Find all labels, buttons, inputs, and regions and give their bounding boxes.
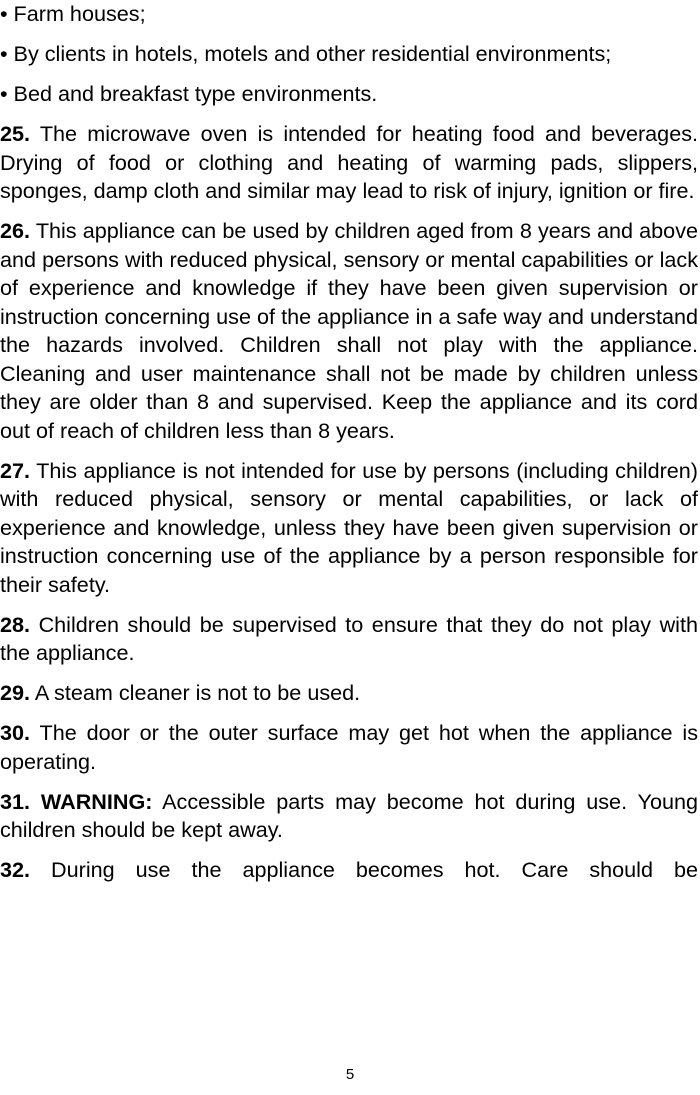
bullet-farm-houses: • Farm houses; [0, 1, 146, 26]
item-number: 30. [0, 720, 31, 745]
item-31 [0, 788, 698, 845]
item-28 [0, 611, 698, 668]
item-32 [0, 856, 698, 885]
item-30 [0, 719, 698, 776]
page-number: 5 [345, 1066, 355, 1083]
item-text: This appliance is not intended for use by persons (including children) with reduced physical, sensory or mental capabilities, or lack of experience and knowledge, unless they have been given supervision or instruction concerning use of the appliance by a person responsible for their safety. [0, 457, 698, 597]
item-text: During use the appliance becomes hot. Care should be [51, 857, 698, 882]
bullet-bed-breakfast: • Bed and breakfast type environments. [0, 81, 378, 106]
item-number: 25. [0, 121, 31, 146]
item-text: Children should be supervised to ensure that they do not play with the appliance. [0, 611, 698, 665]
item-25 [0, 120, 698, 206]
item-number: 28. [0, 611, 31, 637]
item-text: This appliance can be used by children aged from 8 years and above and persons with reduced physical, sensory or mental capabilities or lack of experience and knowledge if they have been given supervision or instruction concerning use of the appliance in a safe way and understand the hazards involved. Children shall not play with the appliance. Cleaning and user maintenance shall not be made by children unless they are older than 8 and supervised. Keep the appliance and its cord out of reach of children less than 8 years. [0, 218, 698, 443]
item-number: 27. [0, 457, 31, 483]
item-number: 32. [0, 857, 31, 882]
item-number: 26. [0, 218, 31, 243]
bullet-hotels: • By clients in hotels, motels and other residential environments; [0, 41, 612, 66]
item-27 [0, 457, 698, 600]
item-text: The door or the outer surface may get hot when the appliance is operating. [0, 720, 698, 774]
item-number: 31. [0, 788, 31, 814]
item-26 [0, 217, 698, 445]
warning-label: WARNING: [40, 788, 153, 814]
item-text: A steam cleaner is not to be used. [34, 680, 361, 705]
item-text: The microwave oven is intended for heating food and beverages. Drying of food or clothing and heating of warming pads, slippers, sponges, damp cloth and similar may lead to risk of injury, ignition or fire. [0, 121, 698, 203]
item-29 [0, 679, 698, 708]
item-text: Accessible parts may become hot during use. Young children should be kept away. [0, 788, 699, 842]
item-number: 29. [0, 680, 31, 705]
